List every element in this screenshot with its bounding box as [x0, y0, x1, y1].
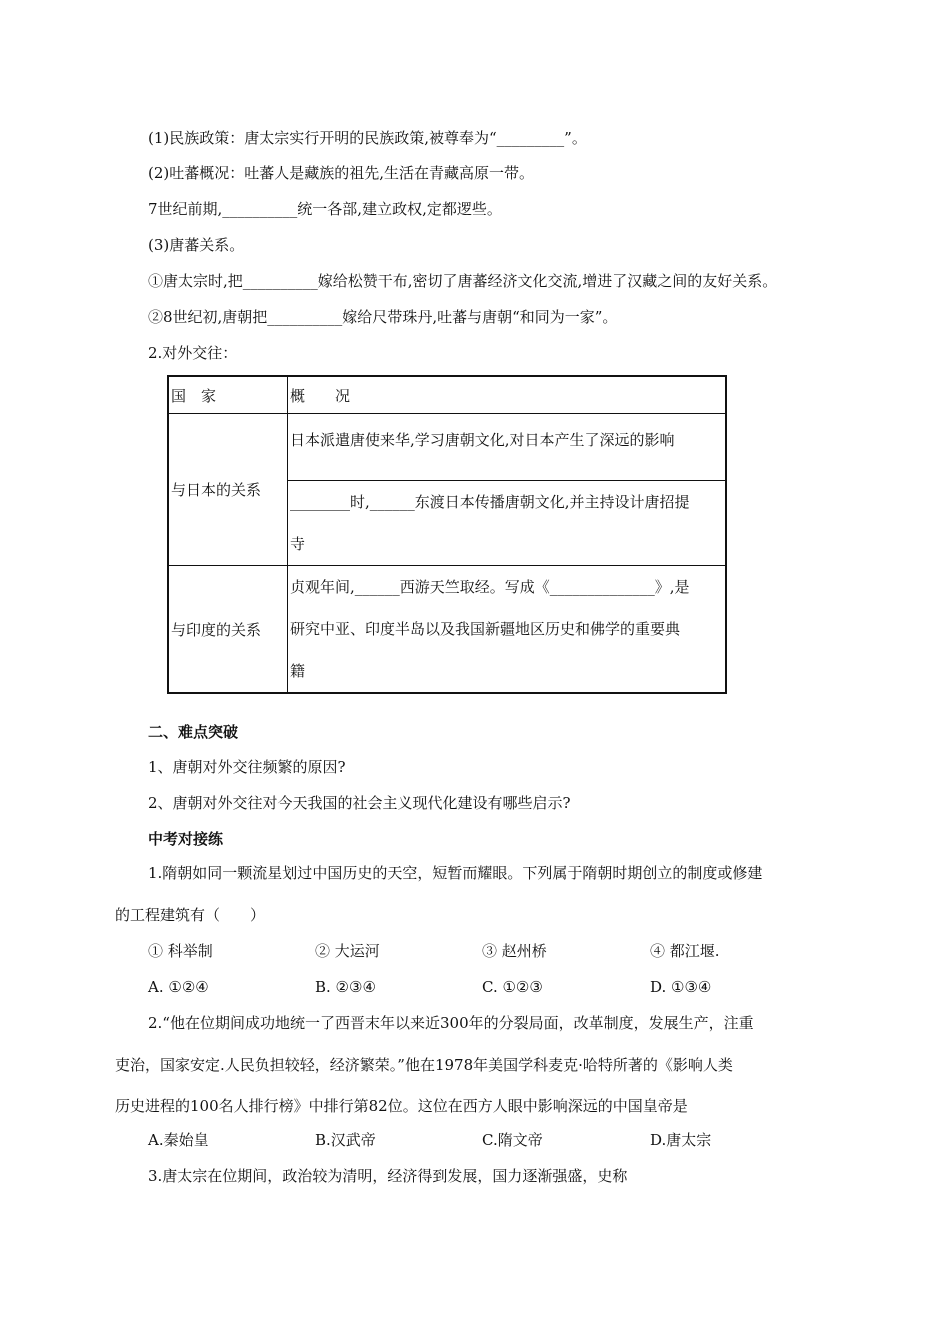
exam-q1-item: ④ 都江堰.	[650, 942, 720, 960]
difficulty-q2: 2、唐朝对外交往对今天我国的社会主义现代化建设有哪些启示?	[148, 794, 571, 812]
exam-q1-option: D. ①③④	[650, 978, 712, 996]
exam-q2-line3: 历史进程的100名人排行榜》中排行第82位。这位在西方人眼中影响深远的中国皇帝是	[115, 1097, 688, 1115]
india-line2: 研究中亚、印度半岛以及我国新疆地区历史和佛学的重要典	[290, 620, 681, 638]
exam-title: 中考对接练	[148, 830, 224, 848]
header-overview: 概 况	[288, 376, 727, 414]
japan-cell-1	[288, 414, 727, 481]
india-line1: 贞观年间,______西游天竺取经。写成《______________》,是	[290, 578, 690, 596]
tubo-founding: 7世纪前期,__________统一各部,建立政权,定都逻些。	[148, 200, 502, 218]
foreign-relations-table	[167, 375, 727, 694]
exam-q2-line2: 吏治，国家安定.人民负担较轻，经济繁荣。”他在1978年美国学科麦克·哈特所著的《影响人类	[115, 1056, 733, 1074]
exam-q1-option: A. ①②④	[148, 978, 209, 996]
tang-tubo-item-1: ①唐太宗时,把__________嫁给松赞干布,密切了唐蕃经济文化交流,增进了汉藏之间的友好关系。	[148, 272, 778, 290]
exam-q1-item: ③ 赵州桥	[482, 942, 547, 960]
india-label: 与印度的关系	[168, 566, 288, 694]
exam-q1-option: B. ②③④	[315, 978, 376, 996]
exam-q1-item: ② 大运河	[315, 942, 380, 960]
exam-q3-line1: 3.唐太宗在位期间，政治较为清明，经济得到发展，国力逐渐强盛，史称	[148, 1167, 628, 1185]
japan-label: 与日本的关系	[168, 414, 288, 566]
exam-q1-line1: 1.隋朝如同一颗流星划过中国历史的天空，短暂而耀眼。下列属于隋朝时期创立的制度或修建	[148, 864, 763, 882]
exam-q1-option: C. ①②③	[482, 978, 543, 996]
exam-q1-line2: 的工程建筑有（ ）	[115, 906, 266, 924]
exam-q2-option: B.汉武帝	[315, 1131, 376, 1149]
section2-title: 二、难点突破	[148, 723, 239, 741]
japan-row1: 日本派遣唐使来华,学习唐朝文化,对日本产生了深远的影响	[290, 431, 675, 449]
foreign-relations-heading: 2.对外交往：	[148, 344, 238, 362]
japan-cell-2	[288, 481, 727, 566]
exam-q2-option: A.秦始皇	[148, 1131, 209, 1149]
tang-tubo-heading: (3)唐蕃关系。	[148, 236, 245, 254]
india-line3: 籍	[290, 662, 306, 680]
india-cell	[288, 566, 727, 694]
header-country: 国 家	[168, 376, 288, 414]
policy-item: (1)民族政策：唐太宗实行开明的民族政策,被尊奉为“_________”。	[148, 129, 587, 147]
exam-q2-line1: 2.“他在位期间成功地统一了西晋末年以来近300年的分裂局面，改革制度，发展生产，注重	[148, 1014, 754, 1032]
exam-q1-item: ① 科举制	[148, 942, 213, 960]
japan-row2-line1: ________时,______东渡日本传播唐朝文化,并主持设计唐招提	[290, 493, 690, 511]
exam-q2-option: C.隋文帝	[482, 1131, 543, 1149]
difficulty-q1: 1、唐朝对外交往频繁的原因?	[148, 758, 346, 776]
tang-tubo-item-2: ②8世纪初,唐朝把__________嫁给尺带珠丹,吐蕃与唐朝“和同为一家”。	[148, 308, 618, 326]
japan-row2-line2: 寺	[290, 535, 306, 553]
tubo-overview: (2)吐蕃概况：吐蕃人是藏族的祖先,生活在青藏高原一带。	[148, 164, 535, 182]
exam-q2-option: D.唐太宗	[650, 1131, 712, 1149]
